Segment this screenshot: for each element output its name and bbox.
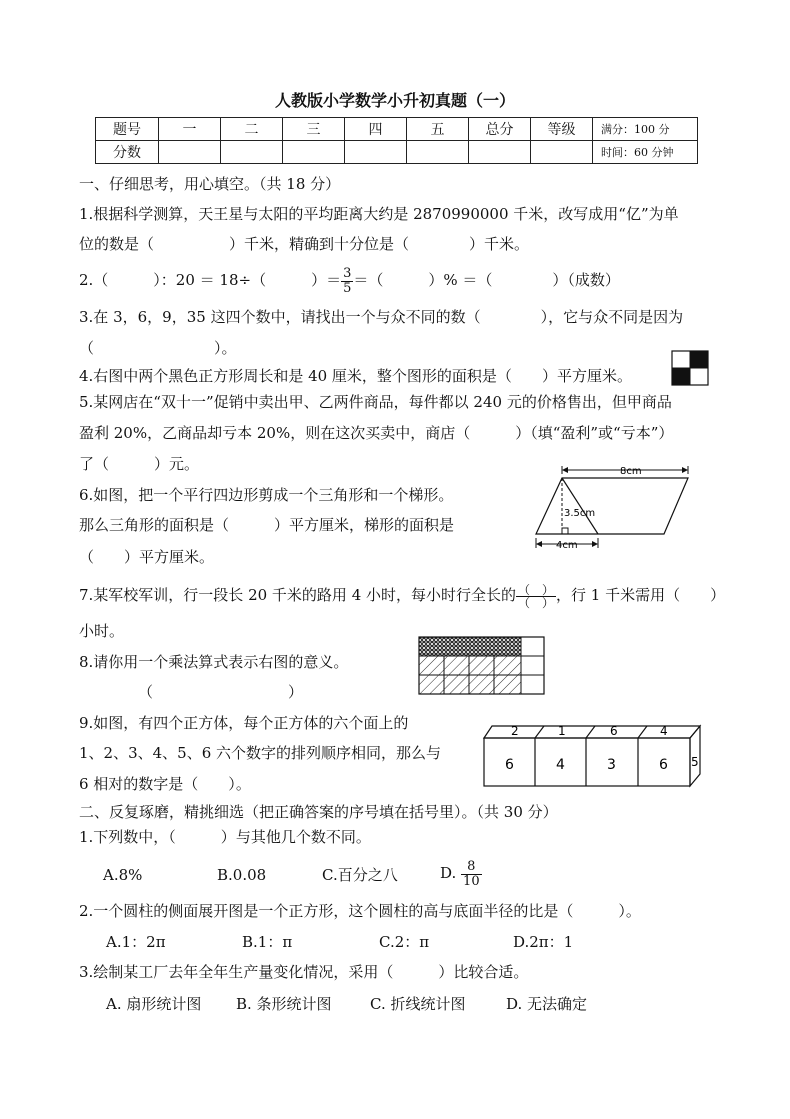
s2-q3-option-a[interactable]: A. 扇形统计图 — [106, 995, 202, 1013]
cube4-side-label: 5 — [691, 755, 699, 769]
score-input-cell[interactable] — [345, 141, 407, 164]
cube3-top-label: 6 — [610, 724, 618, 738]
s2-question-2: 2.一个圆柱的侧面展开图是一个正方形，这个圆柱的高与底面半径的比是（ ）。 — [79, 902, 641, 920]
blank-denominator: （ ） — [518, 595, 555, 610]
q8-grid-figure — [418, 636, 546, 696]
full-score-cell: 满分：100 分 — [593, 118, 698, 141]
blank-numerator: （ ） — [518, 582, 555, 597]
q9-cubes-figure — [478, 720, 706, 788]
question-5-line2: 盈利 20%，乙商品却亏本 20%，则在这次买卖中，商店（ ）（填“盈利”或“亏本”） — [79, 424, 674, 442]
question-7-text: 7.某军校军训，行一段长 20 千米的路用 4 小时，每小时行全长的 — [79, 586, 517, 604]
question-9-line3: 6 相对的数字是（ ）。 — [79, 775, 251, 793]
q6-parallelogram-figure — [524, 460, 694, 552]
question-8-answer-blank[interactable]: （ ） — [138, 683, 304, 701]
question-2-pre: 2.（ ）：20 ＝ 18÷（ ）＝ — [79, 271, 342, 289]
fraction-3-5 — [341, 267, 353, 296]
table-cell: 等级 — [531, 118, 593, 141]
score-table-header-row — [96, 118, 698, 141]
score-input-cell[interactable] — [407, 141, 469, 164]
time-cell: 时间：60 分钟 — [593, 141, 698, 164]
question-8-line1: 8.请你用一个乘法算式表示右图的意义。 — [79, 653, 349, 671]
table-cell: 一 — [159, 118, 221, 141]
page-title: 人教版小学数学小升初真题（一） — [274, 91, 515, 110]
cube1-top-label: 2 — [511, 724, 519, 738]
question-6-line3: （ ）平方厘米。 — [79, 548, 215, 566]
score-input-cell[interactable] — [469, 141, 531, 164]
question-4: 4.右图中两个黑色正方形周长和是 40 厘米，整个图形的面积是（ ）平方厘米。 — [79, 367, 632, 385]
fraction-numerator: 8 — [461, 860, 482, 875]
question-9-line2: 1、2、3、4、5、6 六个数字的排列顺序相同，那么与 — [79, 744, 442, 762]
s2-question-3: 3.绘制某工厂去年全年生产量变化情况，采用（ ）比较合适。 — [79, 963, 529, 981]
cube3-front-label: 3 — [607, 757, 616, 773]
table-cell: 分数 — [96, 141, 159, 164]
score-input-cell[interactable] — [159, 141, 221, 164]
table-cell: 题号 — [96, 118, 159, 141]
fraction-denominator: 5 — [343, 280, 352, 296]
cube1-front-label: 6 — [505, 757, 514, 773]
height-label: 3.5cm — [564, 508, 596, 519]
cube2-top-label: 1 — [558, 724, 566, 738]
table-cell: 五 — [407, 118, 469, 141]
section1-heading: 一、仔细思考，用心填空。（共 18 分） — [79, 175, 341, 193]
question-1-line1: 1.根据科学测算，天王星与太阳的平均距离大约是 2870990000 千米，改写成用“亿”为单 — [79, 205, 679, 223]
section2-heading: 二、反复琢磨，精挑细选（把正确答案的序号填在括号里）。（共 30 分） — [79, 803, 558, 821]
score-table-score-row — [96, 141, 698, 164]
cube4-top-label: 4 — [660, 724, 668, 738]
question-1-line2: 位的数是（ ）千米，精确到十分位是（ ）千米。 — [79, 235, 530, 253]
score-table — [95, 117, 698, 164]
option-d-label: D. — [440, 864, 457, 882]
question-3-line1: 3.在 3，6，9，35 这四个数中，请找出一个与众不同的数（ ），它与众不同是因为 — [79, 308, 684, 326]
question-7-line2: 小时。 — [79, 622, 125, 640]
bottom-length-label: 4cm — [556, 540, 578, 551]
cube2-front-label: 4 — [556, 757, 565, 773]
s2-q3-option-b[interactable]: B. 条形统计图 — [236, 995, 332, 1013]
top-length-label: 8cm — [620, 466, 642, 477]
question-7-text-2: ，行 1 千米需用（ ） — [556, 586, 726, 604]
fraction-denominator: 10 — [463, 873, 480, 889]
question-5-line1: 5.某网店在“双十一”促销中卖出甲、乙两件商品，每件都以 240 元的价格售出，但甲商品 — [79, 393, 672, 411]
question-6-line2: 那么三角形的面积是（ ）平方厘米，梯形的面积是 — [79, 516, 455, 534]
question-2-post: ＝（ ）% ＝（ ）（成数） — [353, 271, 620, 289]
s2-q2-option-a[interactable]: A.1：2π — [106, 933, 166, 951]
question-6-line1: 6.如图，把一个平行四边形剪成一个三角形和一个梯形。 — [79, 486, 454, 504]
s2-q2-option-b[interactable]: B.1：π — [242, 933, 293, 951]
s2-q1-option-c[interactable]: C.百分之八 — [322, 866, 398, 884]
question-5-line3: 了（ ）元。 — [79, 455, 200, 473]
score-input-cell[interactable] — [283, 141, 345, 164]
cube4-front-label: 6 — [659, 757, 668, 773]
question-3-line2: （ ）。 — [79, 339, 237, 357]
table-cell: 四 — [345, 118, 407, 141]
fraction-8-10 — [461, 860, 482, 889]
question-2 — [79, 266, 620, 296]
table-cell: 三 — [283, 118, 345, 141]
s2-q1-option-b[interactable]: B.0.08 — [217, 866, 267, 884]
score-input-cell[interactable] — [531, 141, 593, 164]
s2-q1-option-a[interactable]: A.8% — [103, 866, 143, 884]
score-input-cell[interactable] — [221, 141, 283, 164]
table-cell: 二 — [221, 118, 283, 141]
s2-q2-option-d[interactable]: D.2π：1 — [513, 933, 574, 951]
question-7-line1 — [79, 582, 725, 609]
table-cell: 总分 — [469, 118, 531, 141]
fraction-numerator: 3 — [343, 265, 352, 281]
question-9-line1: 9.如图，有四个正方体，每个正方体的六个面上的 — [79, 714, 409, 732]
blank-fraction[interactable] — [516, 584, 556, 609]
s2-q3-option-d[interactable]: D. 无法确定 — [506, 995, 588, 1013]
q4-square-figure — [671, 350, 709, 386]
s2-q2-option-c[interactable]: C.2：π — [379, 933, 430, 951]
s2-q3-option-c[interactable]: C. 折线统计图 — [370, 995, 466, 1013]
s2-q1-option-d[interactable] — [440, 858, 482, 889]
s2-question-1: 1.下列数中，（ ）与其他几个数不同。 — [79, 828, 371, 846]
